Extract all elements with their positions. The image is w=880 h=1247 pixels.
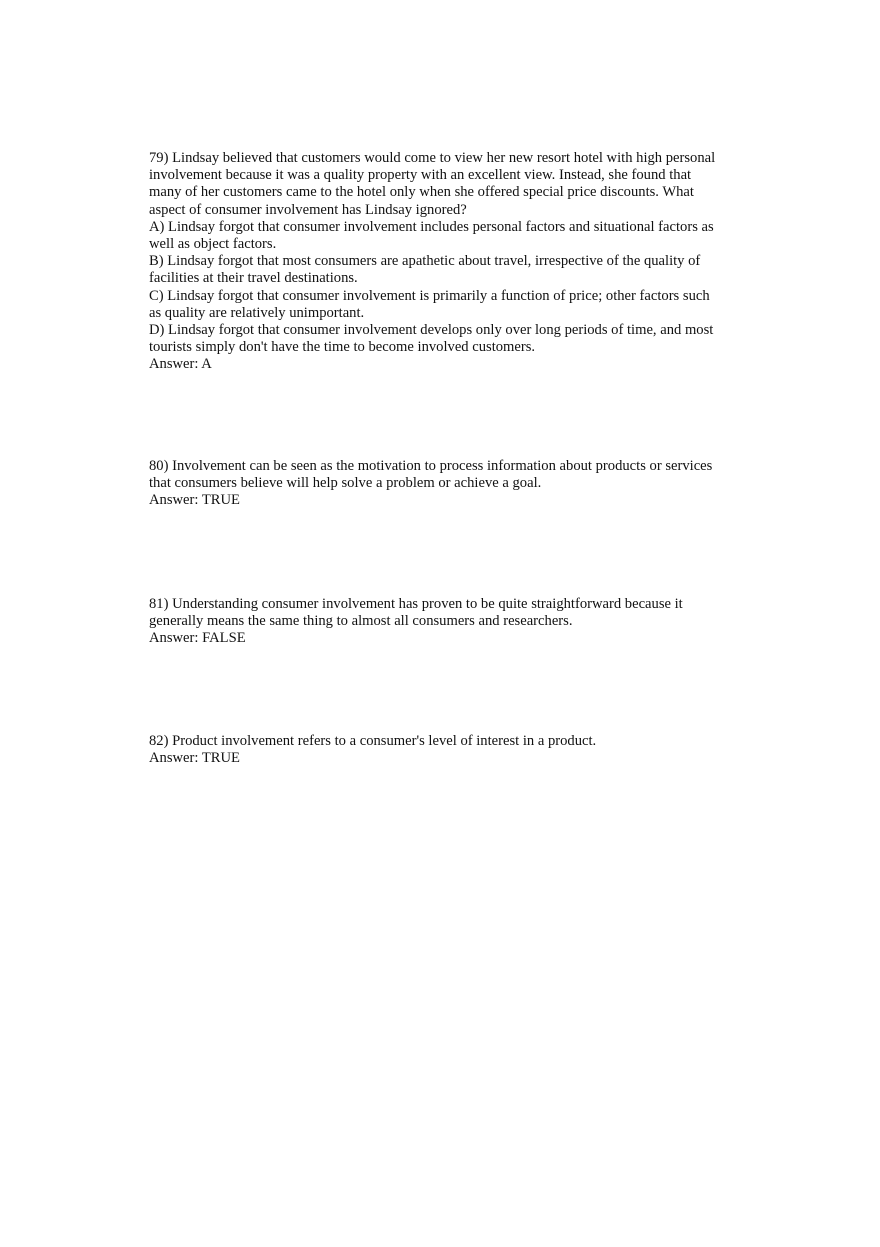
question-82 bbox=[149, 733, 739, 767]
question-80-stem-line: 80) Involvement can be seen as the motivation to process information about products or services bbox=[149, 458, 713, 474]
question-81-stem-line: generally means the same thing to almost all consumers and researchers. bbox=[149, 613, 573, 630]
question-79-stem-line: involvement because it was a quality property with an excellent view. Instead, she found that bbox=[149, 167, 692, 184]
question-79-option-b: facilities at their travel destinations. bbox=[149, 270, 358, 287]
question-80-stem-line: that consumers believe will help solve a problem or achieve a goal. bbox=[149, 475, 542, 492]
question-79-option-c: as quality are relatively unimportant. bbox=[149, 304, 365, 321]
question-79-stem-line: many of her customers came to the hotel only when she offered special price discounts. What bbox=[149, 184, 694, 201]
question-79-option-a: well as object factors. bbox=[149, 236, 277, 253]
question-82-answer: Answer: TRUE bbox=[149, 750, 240, 767]
question-82-stem-line: 82) Product involvement refers to a consumer's level of interest in a product. bbox=[149, 733, 597, 749]
question-79-option-d: D) Lindsay forgot that consumer involvement develops only over long periods of time, and most bbox=[149, 322, 714, 339]
question-79-option-b: B) Lindsay forgot that most consumers are apathetic about travel, irrespective of the quality of bbox=[149, 253, 701, 270]
question-79-stem-line: 79) Lindsay believed that customers would come to view her new resort hotel with high personal bbox=[149, 150, 716, 166]
question-79-answer: Answer: A bbox=[149, 356, 212, 373]
question-79-option-a: A) Lindsay forgot that consumer involvement includes personal factors and situational factors as bbox=[149, 218, 714, 235]
question-80 bbox=[149, 458, 739, 510]
question-79-option-c: C) Lindsay forgot that consumer involvement is primarily a function of price; other factors such bbox=[149, 287, 710, 304]
question-81-stem-line: 81) Understanding consumer involvement has proven to be quite straightforward because it bbox=[149, 596, 683, 612]
question-81-answer: Answer: FALSE bbox=[149, 630, 246, 647]
question-79-stem-line: aspect of consumer involvement has Lindsay ignored? bbox=[149, 201, 467, 218]
question-80-answer: Answer: TRUE bbox=[149, 492, 240, 509]
question-79 bbox=[149, 150, 739, 374]
question-79-option-d: tourists simply don't have the time to become involved customers. bbox=[149, 339, 536, 356]
question-81 bbox=[149, 596, 739, 648]
